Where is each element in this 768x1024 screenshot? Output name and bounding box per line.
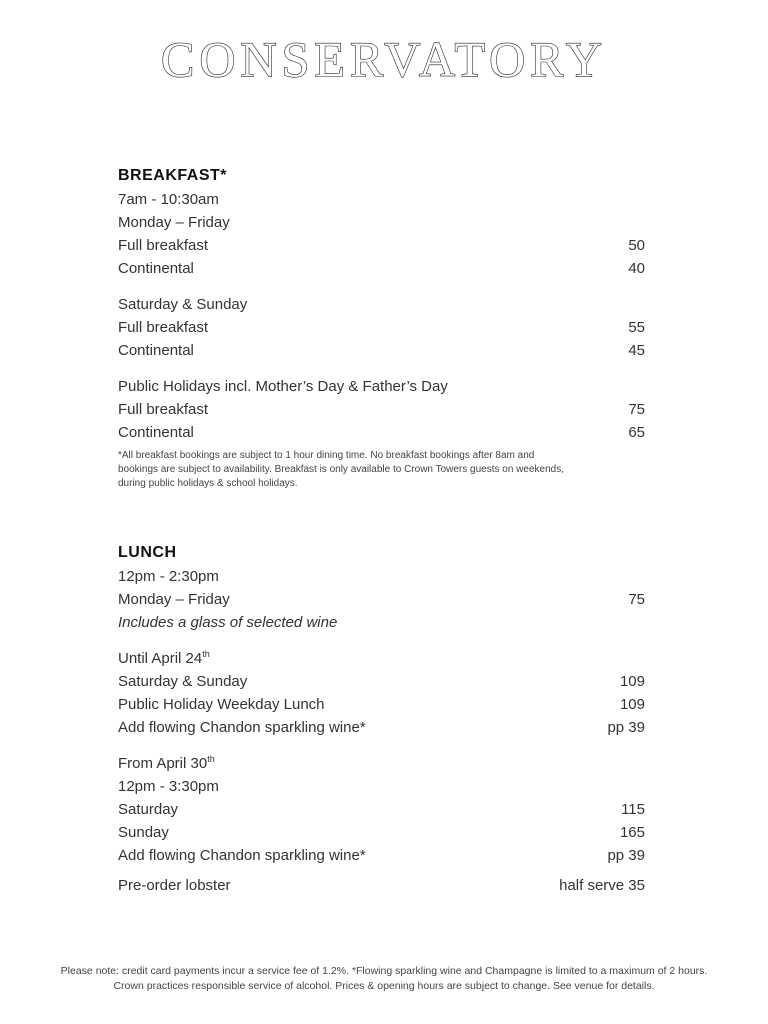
lunch-heading: LUNCH [118, 544, 177, 561]
footer-note [0, 964, 768, 994]
lunch-from-hours: 12pm - 3:30pm [118, 778, 219, 795]
lunch-includes: Includes a glass of selected wine [118, 614, 338, 631]
item-price: 40 [628, 260, 645, 277]
item-price: pp 39 [607, 719, 645, 736]
breakfast-weekday-label: Monday – Friday [118, 214, 230, 231]
lunch-from-label: From April 30th [118, 754, 215, 772]
item-name: Continental [118, 424, 194, 441]
item-price: 50 [628, 237, 645, 254]
page-title: CONSERVATORY [161, 31, 607, 87]
item-price: 75 [628, 401, 645, 418]
menu-item [118, 421, 645, 444]
breakfast-heading: BREAKFAST* [118, 167, 228, 184]
lunch-until-label: Until April 24th [118, 649, 210, 667]
breakfast-holidays-label: Public Holidays incl. Mother’s Day & Father’s Day [118, 378, 448, 395]
item-name: Saturday [118, 801, 179, 818]
item-name: Sunday [118, 824, 169, 841]
item-price: 55 [628, 319, 645, 336]
menu-item [118, 339, 645, 362]
item-name: Pre-order lobster [118, 877, 231, 894]
menu-item [118, 821, 645, 844]
item-price: 115 [621, 801, 645, 818]
item-name: Public Holiday Weekday Lunch [118, 696, 325, 713]
item-name: Add flowing Chandon sparkling wine* [118, 847, 366, 864]
item-price: 45 [628, 342, 645, 359]
item-price: 65 [628, 424, 645, 441]
breakfast-hours: 7am - 10:30am [118, 191, 219, 208]
menu-item [118, 316, 645, 339]
footer-line-2: Crown practices responsible service of alcohol. Prices & opening hours are subject to change. See venue for details. [113, 980, 655, 992]
footer-line-1: Please note: credit card payments incur a service fee of 1.2%. *Flowing sparkling wine and Champagne is limited to a maximum of 2 hours. [60, 965, 708, 977]
menu-item [118, 874, 645, 897]
lunch-hours: 12pm - 2:30pm [118, 568, 219, 585]
item-name: Monday – Friday [118, 591, 230, 608]
menu-item [118, 588, 645, 611]
item-name: Saturday & Sunday [118, 673, 248, 690]
menu-item [118, 398, 645, 421]
item-price: 165 [619, 824, 645, 841]
item-price: half serve 35 [559, 877, 645, 894]
item-price: 109 [619, 673, 645, 690]
menu-item [118, 844, 645, 867]
menu-item [118, 257, 645, 280]
breakfast-weekend-label: Saturday & Sunday [118, 296, 248, 313]
item-name: Continental [118, 342, 194, 359]
menu-content [118, 164, 645, 897]
item-price: 75 [628, 591, 645, 608]
item-name: Full breakfast [118, 319, 209, 336]
menu-item [118, 716, 645, 739]
menu-item [118, 798, 645, 821]
item-name: Continental [118, 260, 194, 277]
item-name: Full breakfast [118, 401, 209, 418]
menu-item [118, 693, 645, 716]
breakfast-note: *All breakfast bookings are subject to 1 hour dining time. No breakfast bookings after 8am and bookings are subject to availability. Breakfast is only available to Crown Towers guests on weekends, during public holidays & school holidays. [118, 450, 564, 489]
item-price: 109 [619, 696, 645, 713]
menu-item [118, 234, 645, 257]
item-price: pp 39 [607, 847, 645, 864]
item-name: Add flowing Chandon sparkling wine* [118, 719, 366, 736]
menu-item [118, 670, 645, 693]
item-name: Full breakfast [118, 237, 209, 254]
